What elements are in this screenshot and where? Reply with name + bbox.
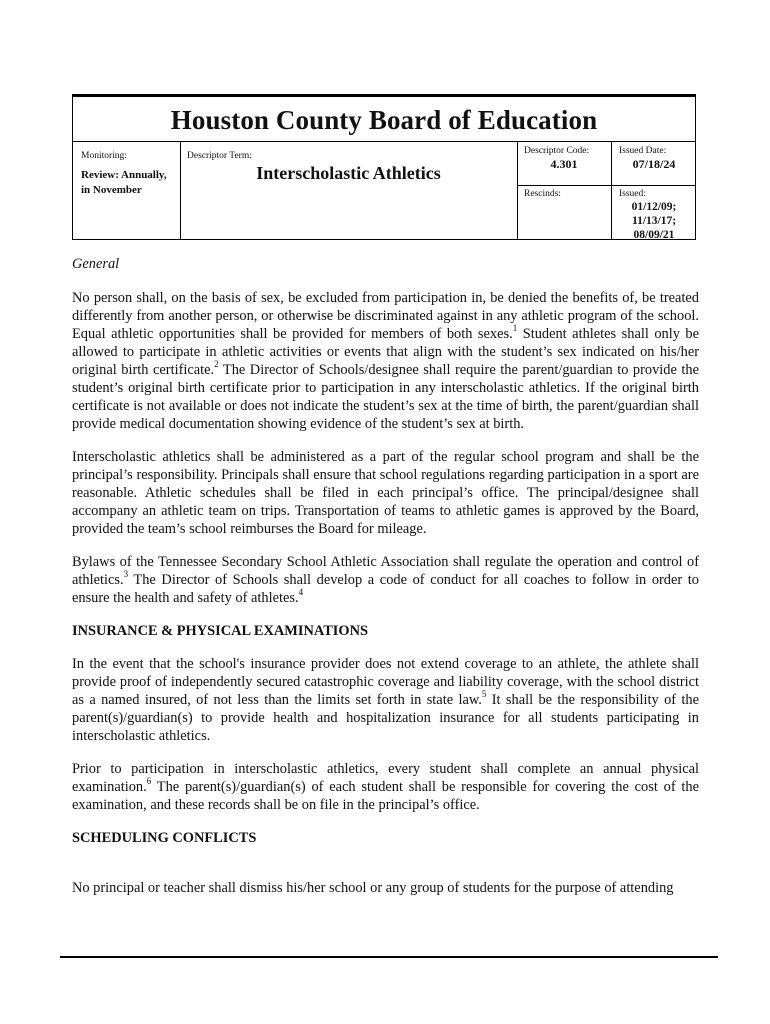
- issued-value: 11/13/17;: [631, 215, 677, 227]
- rescinds-label: Rescinds:: [524, 189, 561, 199]
- issued-values: [611, 200, 697, 242]
- column-divider: [517, 141, 518, 239]
- footnote-ref[interactable]: 4: [298, 587, 304, 598]
- issued-date-label: Issued Date:: [619, 146, 667, 156]
- paragraph: Interscholastic athletics shall be administered as a part of the regular school program and shall be the principal’s responsibility. Principals shall ensure that school regulations regarding participation in a sport are reasonable. Athletic schedules shall be filed in each principal’s office. The principal/designee shall accompany an athletic team on trips. Transportation of teams to athletic games is approved by the Board, provided the team’s school reimburses the Board for mileage.: [72, 449, 699, 537]
- descriptor-code-value: 4.301: [550, 157, 578, 171]
- row-divider: [517, 185, 695, 186]
- monitoring-label: Monitoring:: [81, 151, 127, 161]
- general-heading: General: [72, 256, 120, 272]
- policy-body: [72, 255, 699, 912]
- column-divider: [180, 141, 181, 239]
- header-divider: [73, 141, 695, 142]
- paragraph: No principal or teacher shall dismiss his/her school or any group of students for the purpose of attending: [72, 880, 674, 896]
- paragraph: No person shall, on the basis of sex, be excluded from participation in, be denied the benefits of, be treated differently from another person, or otherwise be discriminated against in any athletic program of the school. Equal athletic opportunities shall be provided for members of both sexes.$^1$ Student athletes shall only be allowed to participate in athletic activities or events that align with the student’s sex indicated on his/her original birth certificate.$^2$ The Director of Schools/designee shall require the parent/guardian to provide the student’s original birth certificate prior to participation in any interscholastic athletics. If the original birth certificate is not available or does not indicate the student’s sex at the time of birth, the parent/guardian shall provide medical documentation showing evidence of the student’s sex at birth.: [72, 290, 700, 432]
- policy-header-table: [72, 94, 696, 240]
- descriptor-term-label: Descriptor Term:: [187, 151, 252, 161]
- paragraph: Prior to participation in interscholastic athletics, every student shall complete an annual physical examination.$^6$ The parent(s)/guardian(s) of each student shall be responsible for covering the cost of the examination, and these records shall be on file in the principal’s office.: [72, 761, 699, 813]
- board-title: Houston County Board of Education: [170, 105, 598, 135]
- issued-date-value: 07/18/24: [632, 157, 676, 171]
- monitoring-value-line2: in November: [81, 184, 142, 196]
- footnote-ref[interactable]: 1: [512, 323, 518, 334]
- footer-rule: [60, 956, 718, 958]
- issued-value: 08/09/21: [633, 229, 675, 241]
- monitoring-value-line1: Review: Annually,: [81, 169, 167, 181]
- paragraph: Bylaws of the Tennessee Secondary School Athletic Association shall regulate the operation and control of athletics.$^3$ The Director of Schools shall develop a code of conduct for all coaches to follow in order to ensure the health and safety of athletes.$^4$: [72, 554, 699, 606]
- descriptor-code-label: Descriptor Code:: [524, 146, 590, 156]
- descriptor-term-value: Interscholastic Athletics: [256, 163, 441, 183]
- issued-value: 01/12/09;: [631, 201, 677, 213]
- footnote-ref[interactable]: 2: [214, 359, 219, 370]
- footnote-ref[interactable]: 5: [481, 689, 487, 700]
- paragraph: In the event that the school's insurance provider does not extend coverage to an athlete, the athlete shall provide proof of independently secured catastrophic coverage and liability coverage, with the school district as a named insured, of not less than the limits set forth in state law.$^5$ It shall be the responsibility of the parent(s)/guardian(s) to provide health and hospitalization insurance for all students participating in interscholastic athletics.: [72, 656, 699, 744]
- section-heading-insurance: INSURANCE & PHYSICAL EXAMINATIONS: [72, 623, 368, 639]
- monitoring-value: [81, 168, 167, 198]
- footnote-ref[interactable]: 3: [123, 569, 129, 580]
- section-heading-scheduling: SCHEDULING CONFLICTS: [72, 830, 257, 846]
- issued-label: Issued:: [619, 189, 646, 199]
- footnote-ref[interactable]: 6: [146, 776, 152, 787]
